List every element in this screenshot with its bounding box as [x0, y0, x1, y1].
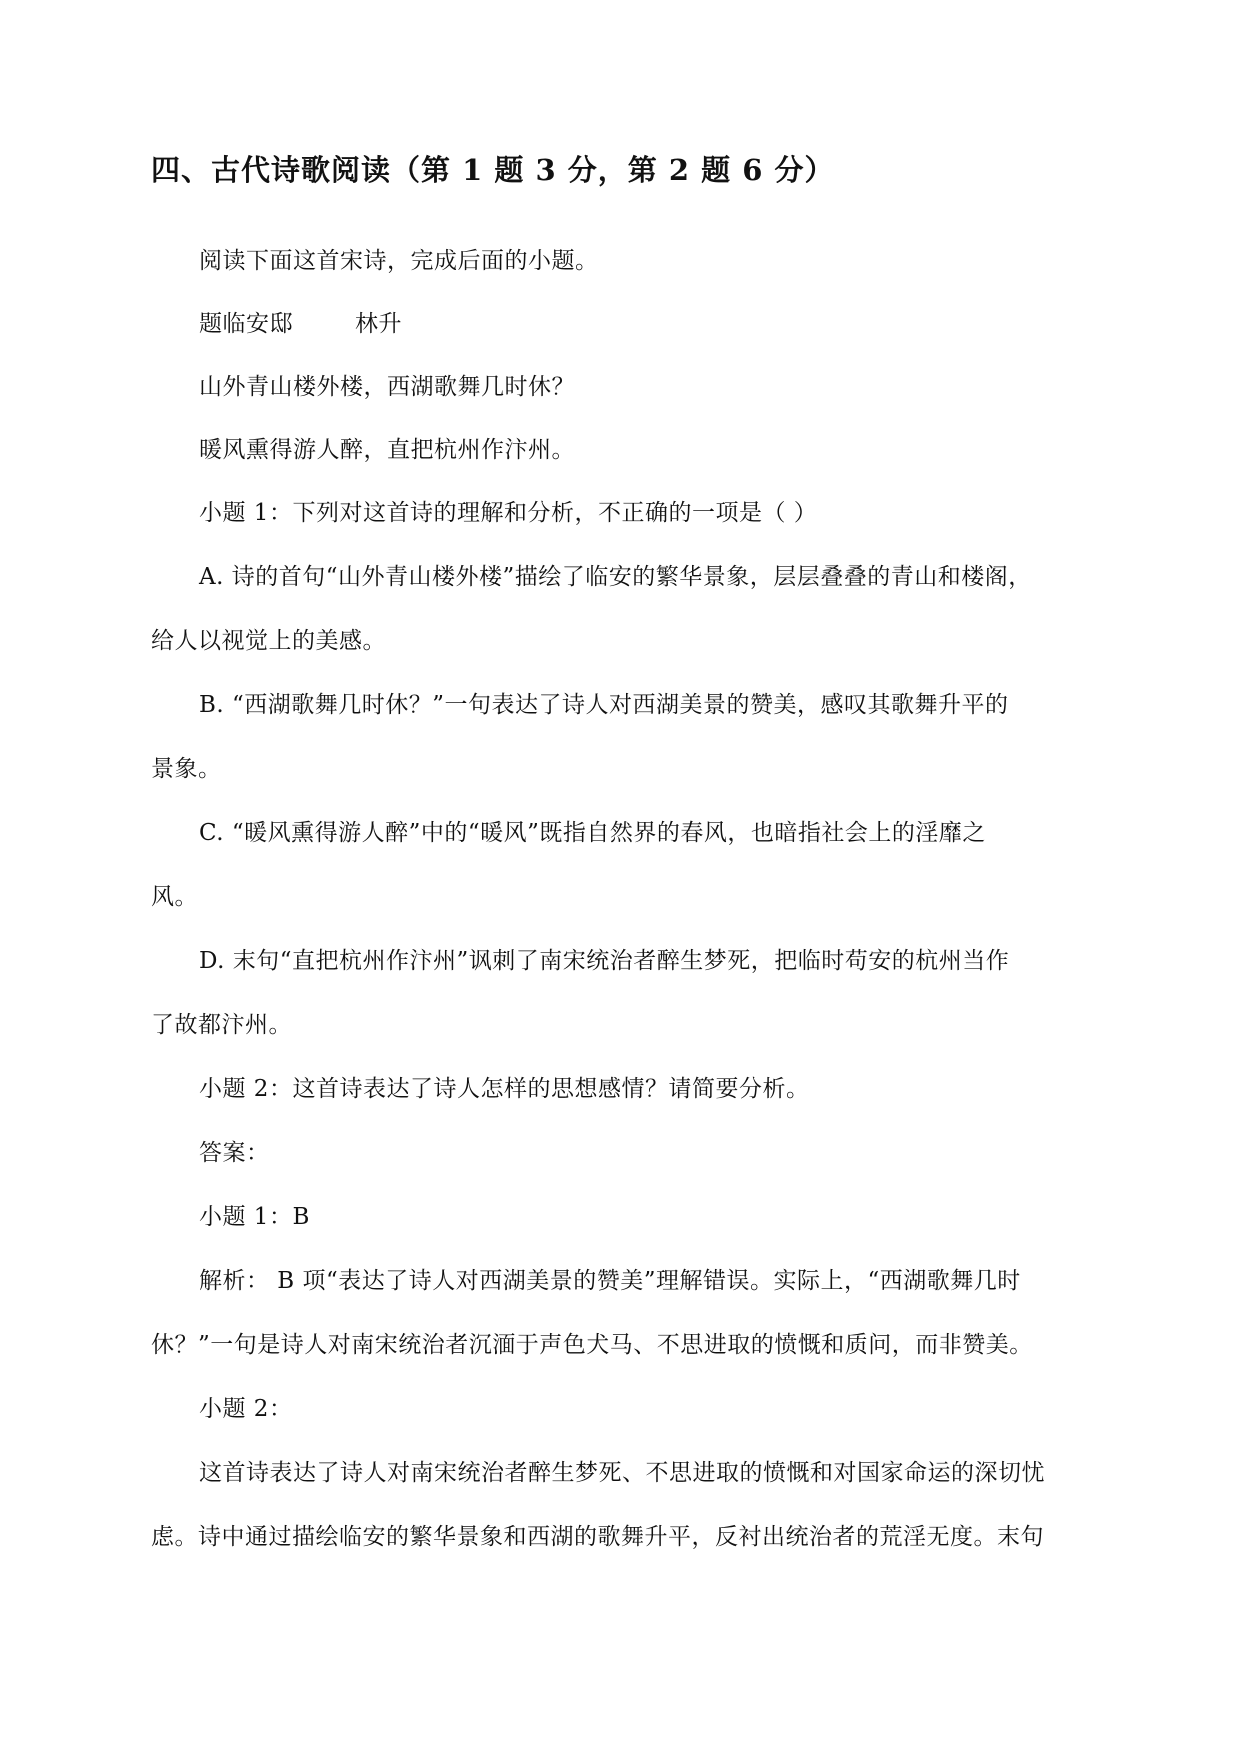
option-d-line-2: 了故都汴州。 — [151, 1012, 292, 1038]
option-d-line-1: D. 末句“直把杭州作汴州”讽刺了南宋统治者醉生梦死，把临时苟安的杭州当作 — [199, 948, 1010, 974]
instruction-text: 阅读下面这首宋诗，完成后面的小题。 — [199, 248, 599, 274]
answers-label: 答案： — [199, 1140, 270, 1166]
option-c-line-2: 风。 — [151, 884, 198, 910]
poem-title-line — [199, 305, 402, 338]
option-c-line-1: C. “暖风熏得游人醉”中的“暖风”既指自然界的春风，也暗指社会上的淫靡之 — [199, 820, 986, 846]
q2-answer-label: 小题 2： — [199, 1396, 293, 1422]
option-b-line-2: 景象。 — [151, 756, 222, 782]
q1-answer: 小题 1：B — [199, 1204, 310, 1230]
q2-answer-line-1: 这首诗表达了诗人对南宋统治者醉生梦死、不思进取的愤慨和对国家命运的深切忧 — [199, 1460, 1045, 1486]
option-a-line-2: 给人以视觉上的美感。 — [151, 628, 386, 654]
question-2-stem: 小题 2：这首诗表达了诗人怎样的思想感情？请简要分析。 — [199, 1076, 810, 1102]
poem-line-2: 暖风熏得游人醉，直把杭州作汴州。 — [199, 437, 575, 463]
q2-answer-line-2: 虑。诗中通过描绘临安的繁华景象和西湖的歌舞升平，反衬出统治者的荒淫无度。末句 — [151, 1524, 1044, 1550]
q1-analysis-line-2: 休？”一句是诗人对南宋统治者沉湎于声色犬马、不思进取的愤慨和质问，而非赞美。 — [151, 1332, 1033, 1358]
option-b-line-1: B. “西湖歌舞几时休？”一句表达了诗人对西湖美景的赞美，感叹其歌舞升平的 — [199, 692, 1009, 718]
option-a-line-1: A. 诗的首句“山外青山楼外楼”描绘了临安的繁华景象，层层叠叠的青山和楼阁， — [199, 564, 1032, 590]
question-1-stem: 小题 1：下列对这首诗的理解和分析，不正确的一项是（ ） — [199, 500, 818, 526]
section-heading: 四、古代诗歌阅读（第 1 题 3 分，第 2 题 6 分） — [151, 153, 835, 187]
poem-author: 林升 — [355, 311, 402, 337]
poem-line-1: 山外青山楼外楼，西湖歌舞几时休？ — [199, 374, 575, 400]
q1-analysis-line-1: 解析： B 项“表达了诗人对西湖美景的赞美”理解错误。实际上，“西湖歌舞几时 — [199, 1268, 1021, 1294]
poem-title: 题临安邸 — [199, 311, 293, 337]
